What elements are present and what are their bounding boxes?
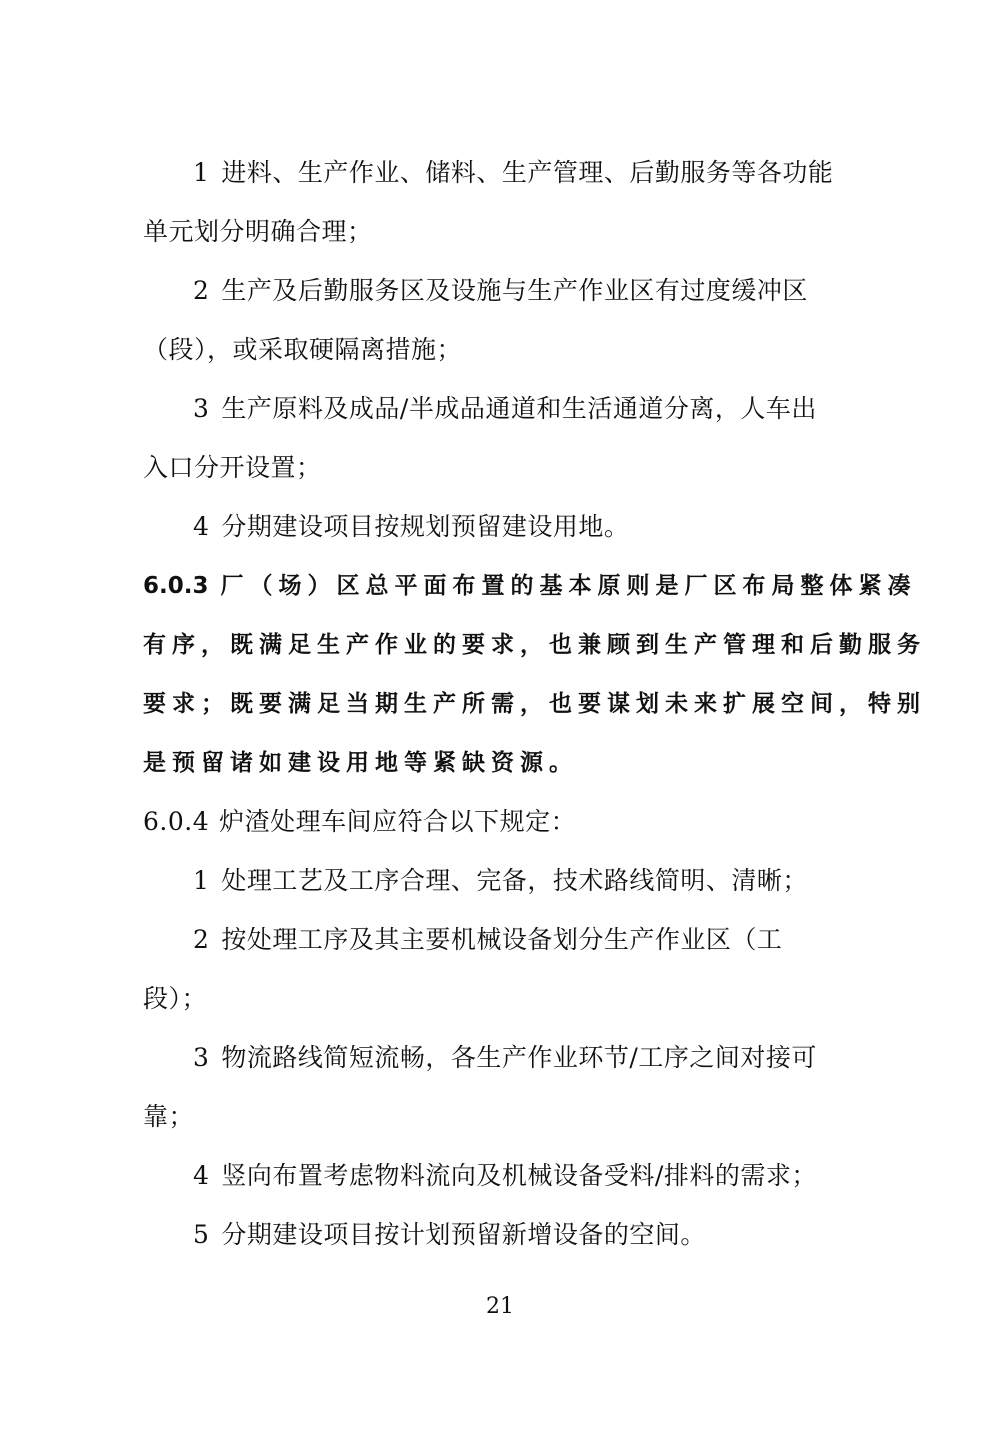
item-text: 分期建设项目按计划预留新增设备的空间。 [221,1220,706,1249]
item-number: 3 [193,1043,210,1072]
item-text: 物流路线简短流畅，各生产作业环节/工序之间对接可 [221,1043,817,1072]
item-text: 处理工艺及工序合理、完备，技术路线简明、清晰； [221,866,808,895]
list-item-continuation: （段），或采取硬隔离措施； [143,335,463,364]
list-item-line [193,1156,913,1196]
list-item-line [193,507,913,547]
list-item-line [193,271,913,311]
list-item-continuation: 入口分开设置； [143,453,322,482]
item-text: 生产原料及成品/半成品通道和生活通道分离，人车出 [221,394,817,423]
item-text: 竖向布置考虑物料流向及机械设备受料/排料的需求； [221,1161,817,1190]
clause-title: 炉渣处理车间应符合以下规定： [219,807,577,836]
page-number: 21 [486,1294,514,1319]
item-number: 4 [193,1161,210,1190]
clause-number: 6.0.3 [143,573,209,599]
list-item-line [193,153,913,193]
list-item-continuation: 靠； [143,1102,195,1131]
list-item-line [193,861,913,901]
item-number: 4 [193,512,210,541]
list-item-line [193,389,913,429]
clause-number: 6.0.4 [143,807,210,836]
item-number: 1 [193,866,210,895]
item-text: 按处理工序及其主要机械设备划分生产作业区（工 [221,925,783,954]
item-number: 3 [193,394,210,423]
item-text: 分期建设项目按规划预留建设用地。 [221,512,630,541]
list-item-continuation: 单元划分明确合理； [143,217,373,246]
item-number: 2 [193,276,210,305]
list-item-line [193,1038,913,1078]
item-number: 1 [193,158,210,187]
clause-603-line: 要求；既要满足当期生产所需，也要谋划未来扩展空间，特别 [143,691,926,717]
clause-603-line: 有序，既满足生产作业的要求，也兼顾到生产管理和后勤服务 [143,632,926,658]
list-item-line [193,1215,913,1255]
item-text: 进料、生产作业、储料、生产管理、后勤服务等各功能 [221,158,834,187]
item-text: 生产及后勤服务区及设施与生产作业区有过度缓冲区 [221,276,808,305]
clause-603-line [143,566,917,606]
item-number: 2 [193,925,210,954]
clause-604-heading [143,802,863,842]
clause-603-line: 是预留诸如建设用地等紧缺资源。 [143,750,578,776]
list-item-line [193,920,913,960]
list-item-continuation: 段）； [143,984,208,1013]
item-number: 5 [193,1220,210,1249]
clause-text: 厂（场）区总平面布置的基本原则是厂区布局整体紧凑 [220,573,917,599]
